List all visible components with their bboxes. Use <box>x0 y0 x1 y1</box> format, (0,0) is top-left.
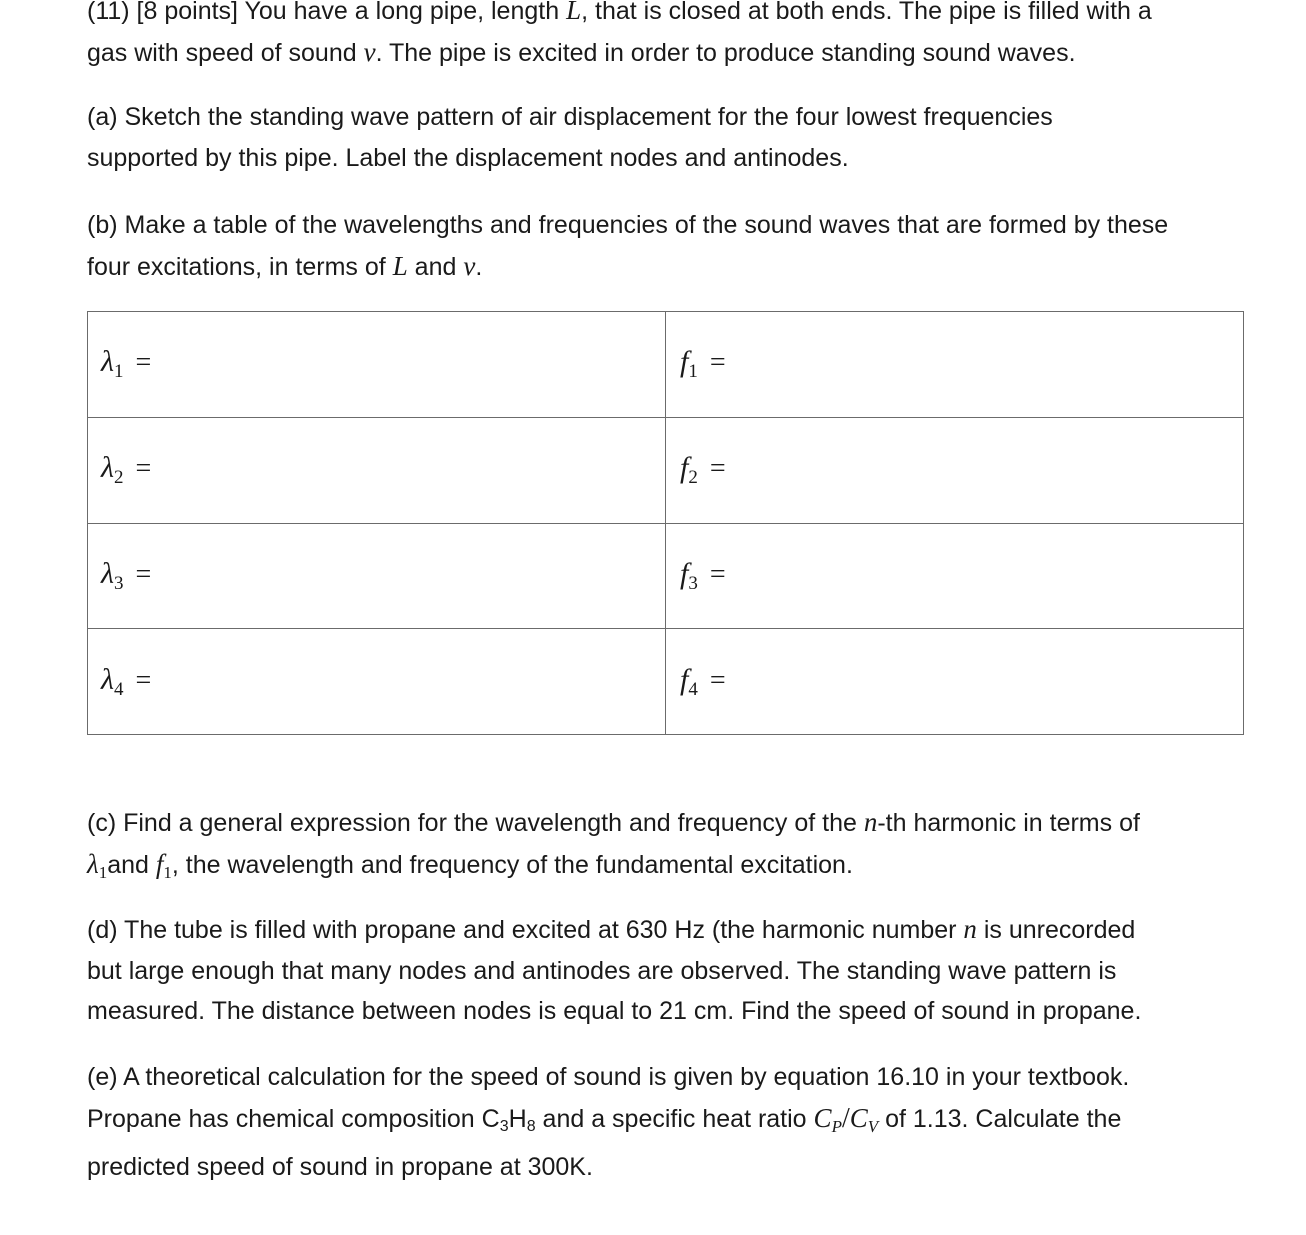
part-d-line-2: but large enough that many nodes and antinodes are observed. The standing wave pattern is <box>87 956 1117 985</box>
part-a-line-2: supported by this pipe. Label the displacement nodes and antinodes. <box>87 143 849 172</box>
table-row <box>88 523 1244 629</box>
table-row <box>88 629 1244 735</box>
intro-line-2: gas with speed of sound v. The pipe is excited in order to produce standing sound waves. <box>87 36 1076 67</box>
intro-line-1: (11) [8 points] You have a long pipe, length L, that is closed at both ends. The pipe is filled with a <box>87 0 1247 32</box>
part-e-line-3: predicted speed of sound in propane at 300K. <box>87 1153 593 1181</box>
part-c-line-2: $\lambda_1and$ $f_1$, the wavelength and frequency of the fundamental excitation. <box>87 848 853 882</box>
part-e-line-1: (e) A theoretical calculation for the speed of sound is given by equation 16.10 in your textbook. <box>87 1063 1130 1091</box>
part-b <box>87 205 1247 287</box>
part-a <box>87 97 1247 178</box>
part-e-line-2: Propane has chemical composition C3H8 and a specific heat ratio $C_P/C_V$ of 1.13. Calculate the <box>87 1102 1122 1136</box>
wavelength-cell-4[interactable]: $\lambda_4$ = <box>88 629 666 735</box>
frequency-cell-1[interactable]: $f_1$ = <box>666 312 1244 418</box>
problem-intro <box>87 0 1247 73</box>
table-row <box>88 417 1244 523</box>
part-d-line-3: measured. The distance between nodes is equal to 21 cm. Find the speed of sound in propane. <box>87 997 1142 1025</box>
frequency-cell-4[interactable]: $f_4$ = <box>666 629 1244 735</box>
part-a-line-1: (a) Sketch the standing wave pattern of air displacement for the four lowest frequencies <box>87 103 1053 131</box>
frequency-cell-3[interactable]: $f_3$ = <box>666 523 1244 629</box>
var-v: v <box>363 36 376 67</box>
part-c-line-1: (c) Find a general expression for the wavelength and frequency of the n-th harmonic in terms of <box>87 807 1140 837</box>
part-c <box>87 802 1247 893</box>
part-b-line-2: four excitations, in terms of L and v. <box>87 250 483 281</box>
wavelength-cell-2[interactable]: $\lambda_2$ = <box>88 417 666 523</box>
part-d-line-1: (d) The tube is filled with propane and excited at 630 Hz (the harmonic number n is unrecorded <box>87 914 1136 944</box>
wavelength-cell-1[interactable]: $\lambda_1$ = <box>88 312 666 418</box>
answer-table <box>87 311 1244 735</box>
part-e <box>87 1057 1247 1188</box>
frequency-cell-2[interactable]: $f_2$ = <box>666 417 1244 523</box>
part-b-line-1: (b) Make a table of the wavelengths and frequencies of the sound waves that are formed by these <box>87 211 1169 239</box>
part-d <box>87 909 1247 1032</box>
var-L: L <box>566 0 582 25</box>
wavelength-cell-3[interactable]: $\lambda_3$ = <box>88 523 666 629</box>
table-row <box>88 312 1244 418</box>
